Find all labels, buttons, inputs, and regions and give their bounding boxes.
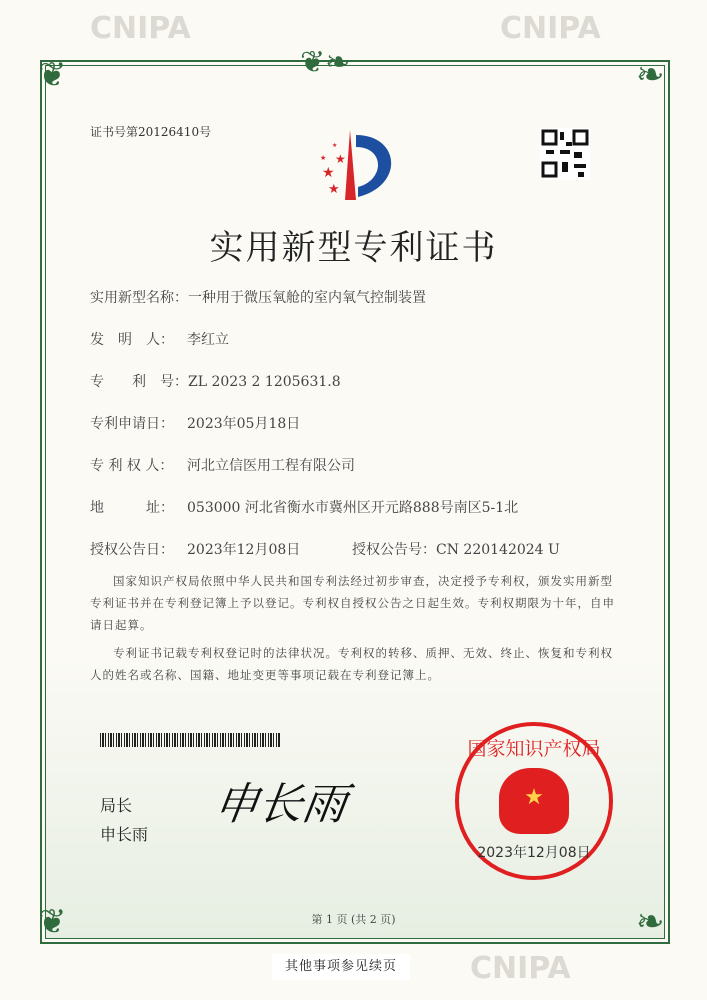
svg-text:★: ★ [332, 142, 338, 149]
watermark: CNIPA [500, 11, 601, 46]
svg-text:★: ★ [328, 182, 340, 197]
watermark: CNIPA [90, 11, 191, 46]
svg-text:★: ★ [322, 165, 335, 181]
watermark: CNIPA [470, 951, 571, 986]
paragraph: 国家知识产权局依照中华人民共和国专利法经过初步审查，决定授予专利权，颁发实用新型专利证书并在专利登记簿上予以登记。专利权自授权公告之日起生效。专利权期限为十年，自申请日起算。 [90, 574, 615, 632]
page-indicator: 第 1 页 (共 2 页) [311, 913, 396, 926]
field-label: 专 利 权 人： [90, 458, 174, 474]
continuation-note: 其他事项参见续页 [272, 954, 410, 980]
field-patentee [90, 455, 355, 475]
signatory-name: 申长雨 [100, 825, 149, 844]
field-grant-date [90, 539, 300, 559]
field-name [90, 287, 426, 307]
field-label: 专利申请日： [90, 416, 174, 432]
field-patent-number [90, 371, 341, 391]
field-label: 授权公告号： [352, 542, 436, 558]
svg-text:★: ★ [335, 152, 346, 166]
field-value: 2023年12月08日 [187, 542, 301, 558]
page-title: 实用新型专利证书 [209, 228, 498, 268]
certificate-number: 证书号第20126410号 [90, 125, 212, 139]
seal-org: 国家知识产权局 [467, 738, 601, 760]
field-value: 053000 河北省衡水市冀州区开元路888号南区5-1北 [187, 500, 519, 516]
field-label: 发 明 人： [90, 332, 174, 348]
field-label: 专 利 号： [90, 374, 188, 390]
barcode [100, 733, 280, 747]
top-ornament-icon: ❦❧ [300, 45, 351, 80]
qr-code [540, 128, 590, 180]
signature: 申长雨 [210, 779, 350, 830]
field-address [90, 497, 518, 517]
field-label: 实用新型名称： [90, 290, 188, 306]
field-value: ZL 2023 2 1205631.8 [188, 374, 341, 390]
corner-ornament-icon: ❦ [38, 902, 67, 942]
field-label: 地 址： [90, 500, 174, 516]
cnipa-logo-icon [300, 125, 410, 205]
corner-ornament-icon: ❧ [636, 902, 665, 942]
corner-ornament-icon: ❦ [38, 55, 67, 95]
corner-ornament-icon: ❧ [636, 55, 665, 95]
field-value: CN 220142024 U [436, 542, 560, 558]
signatory-title: 局长 [100, 796, 133, 815]
field-value: 李红立 [187, 332, 229, 348]
paragraph: 专利证书记载专利权登记时的法律状况。专利权的转移、质押、无效、终止、恢复和专利权人的姓名或名称、国籍、地址变更等事项记载在专利登记簿上。 [90, 646, 613, 682]
field-inventor [90, 329, 229, 349]
field-label: 授权公告日： [90, 542, 174, 558]
svg-text:★: ★ [320, 154, 327, 162]
field-value: 一种用于微压氧舱的室内氧气控制装置 [188, 290, 426, 306]
field-grant-pub-number [352, 539, 560, 559]
field-value: 2023年05月18日 [187, 416, 301, 432]
official-seal [455, 722, 613, 880]
seal-date: 2023年12月08日 [477, 845, 591, 861]
national-emblem-icon: ★ [499, 768, 569, 834]
field-value: 河北立信医用工程有限公司 [187, 458, 355, 474]
field-filing-date [90, 413, 300, 433]
